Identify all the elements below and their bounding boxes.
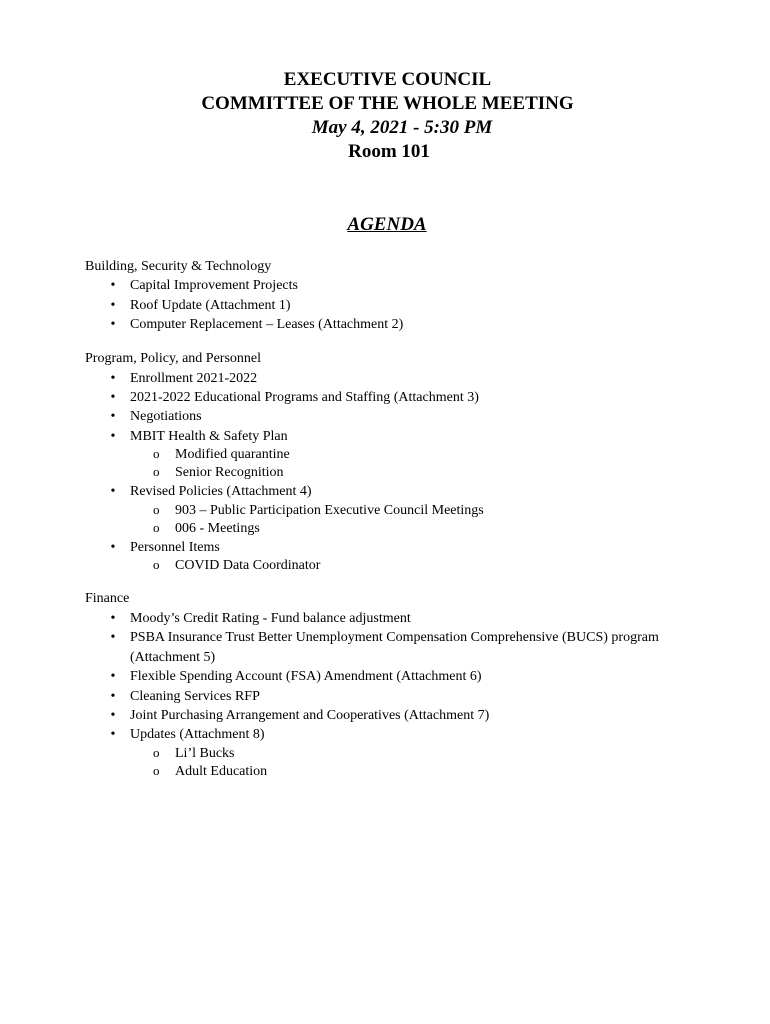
agenda-sub-item-text: 903 – Public Participation Executive Council Meetings	[175, 502, 484, 518]
agenda-sub-item	[130, 502, 725, 520]
bullet-icon: •	[110, 669, 116, 685]
bullet-icon: •	[110, 389, 116, 405]
agenda-item-text: MBIT Health & Safety Plan	[130, 428, 288, 444]
agenda-sub-item-text: 006 - Meetings	[175, 520, 260, 536]
sub-item-list	[130, 745, 725, 781]
agenda-item-text: Updates (Attachment 8)	[130, 727, 265, 743]
agenda-section	[85, 589, 725, 780]
bullet-icon: •	[110, 317, 116, 333]
council-title: EXECUTIVE COUNCIL	[283, 69, 492, 90]
circle-bullet-icon: o	[153, 519, 160, 535]
agenda-item-text: Revised Policies (Attachment 4)	[130, 484, 312, 500]
bullet-icon: •	[110, 539, 116, 555]
section-title: Program, Policy, and Personnel	[85, 351, 262, 367]
agenda-item-text: Enrollment 2021-2022	[130, 370, 258, 386]
agenda-item	[85, 427, 725, 482]
agenda-sub-item	[130, 520, 725, 538]
agenda-item-text: Cleaning Services RFP	[130, 688, 260, 704]
agenda-sub-item	[130, 446, 725, 464]
agenda-title: AGENDA	[347, 214, 427, 235]
agenda-item-text: Moody’s Credit Rating - Fund balance adjustment	[130, 610, 411, 626]
agenda-item-text: Joint Purchasing Arrangement and Cooperatives (Attachment 7)	[130, 707, 490, 723]
agenda-item-text: 2021-2022 Educational Programs and Staffing (Attachment 3)	[130, 389, 479, 405]
meeting-title: COMMITTEE OF THE WHOLE MEETING	[201, 93, 574, 114]
sub-item-list	[130, 557, 725, 575]
sub-item-list	[130, 502, 725, 538]
agenda-item	[85, 388, 725, 407]
circle-bullet-icon: o	[153, 762, 160, 778]
agenda-sub-item	[130, 464, 725, 482]
bullet-icon: •	[110, 707, 116, 723]
agenda-item-text: Personnel Items	[130, 539, 220, 555]
circle-bullet-icon: o	[153, 464, 160, 480]
agenda-sub-item	[130, 557, 725, 575]
agenda-item	[85, 538, 725, 575]
agenda-item-text: Flexible Spending Account (FSA) Amendment (Attachment 6)	[130, 669, 482, 685]
circle-bullet-icon: o	[153, 556, 160, 572]
circle-bullet-icon: o	[153, 446, 160, 462]
agenda-item	[85, 725, 725, 780]
agenda-sub-item-text: Modified quarantine	[175, 447, 290, 463]
agenda-item	[85, 482, 725, 537]
bullet-icon: •	[110, 297, 116, 313]
agenda-sub-item-text: Senior Recognition	[175, 465, 284, 481]
agenda-item	[85, 369, 725, 388]
section-item-list	[85, 276, 725, 334]
agenda-item	[85, 407, 725, 426]
agenda-item	[85, 296, 725, 315]
bullet-icon: •	[110, 688, 116, 704]
agenda-item	[85, 628, 725, 667]
agenda-item-text: Roof Update (Attachment 1)	[130, 297, 291, 313]
agenda-sub-item	[130, 763, 725, 781]
bullet-icon: •	[110, 610, 116, 626]
agenda-item	[85, 609, 725, 628]
bullet-icon: •	[110, 630, 116, 646]
agenda-item	[85, 667, 725, 686]
agenda-sub-item	[130, 745, 725, 763]
agenda-item	[85, 315, 725, 334]
bullet-icon: •	[110, 278, 116, 294]
agenda-heading	[0, 213, 770, 237]
bullet-icon: •	[110, 727, 116, 743]
agenda-body	[85, 257, 725, 795]
agenda-item	[85, 276, 725, 295]
agenda-item	[85, 687, 725, 706]
section-title: Building, Security & Technology	[85, 259, 272, 274]
agenda-item-text: PSBA Insurance Trust Better Unemployment Compensation Comprehensive (BUCS) program (Attachment 5)	[130, 630, 659, 665]
agenda-item-text: Capital Improvement Projects	[130, 278, 298, 294]
agenda-item	[85, 706, 725, 725]
meeting-date-time: May 4, 2021 - 5:30 PM	[311, 117, 493, 138]
bullet-icon: •	[110, 409, 116, 425]
circle-bullet-icon: o	[153, 744, 160, 760]
bullet-icon: •	[110, 370, 116, 386]
meeting-room: Room 101	[348, 141, 430, 162]
meeting-header	[0, 68, 770, 164]
sub-item-list	[130, 446, 725, 482]
section-item-list	[85, 609, 725, 781]
agenda-section	[85, 349, 725, 575]
agenda-section	[85, 257, 725, 335]
section-title: Finance	[85, 591, 130, 607]
circle-bullet-icon: o	[153, 501, 160, 517]
agenda-sub-item-text: Adult Education	[175, 763, 268, 779]
agenda-item-text: Computer Replacement – Leases (Attachment 2)	[130, 317, 404, 333]
bullet-icon: •	[110, 428, 116, 444]
agenda-sub-item-text: COVID Data Coordinator	[175, 557, 321, 573]
agenda-item-text: Negotiations	[130, 409, 202, 425]
section-item-list	[85, 369, 725, 575]
bullet-icon: •	[110, 484, 116, 500]
agenda-sub-item-text: Li’l Bucks	[175, 745, 235, 761]
